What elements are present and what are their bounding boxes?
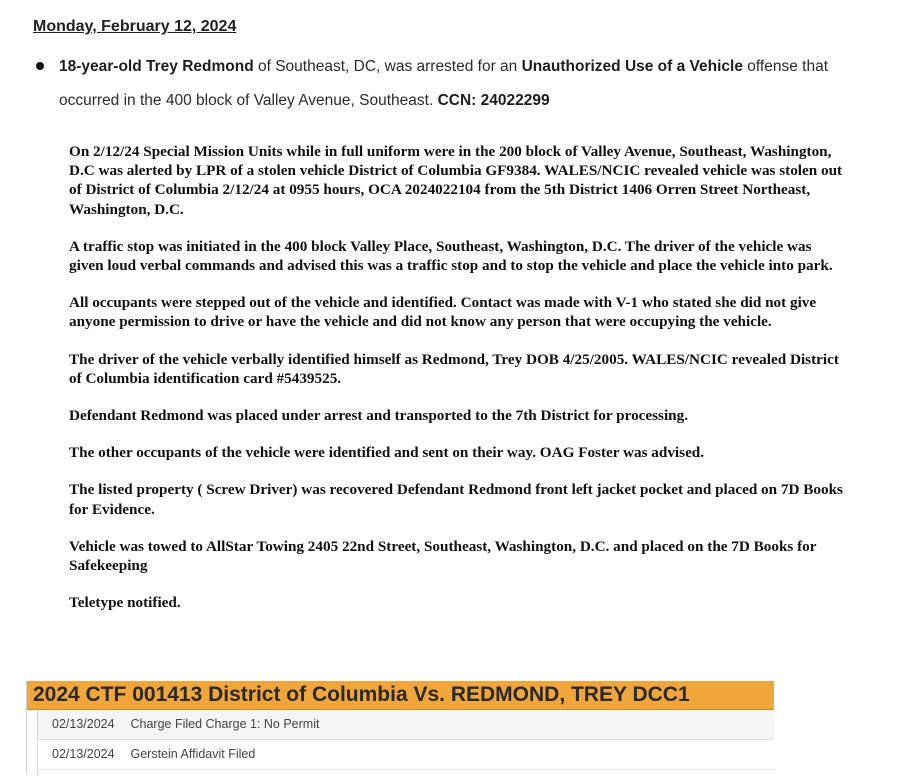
- case-docket: [26, 681, 774, 775]
- date-heading: Monday, February 12, 2024: [33, 18, 237, 35]
- case-entry-desc: Gerstein Affidavit Filed: [130, 747, 256, 761]
- case-title: 2024 CTF 001413 District of Columbia Vs. REDMOND, TREY DCC1: [27, 681, 774, 710]
- case-entry-desc: Charge Filed Charge 1: No Permit: [130, 717, 320, 731]
- bullet-icon: [36, 62, 44, 70]
- arrest-summary: [36, 50, 886, 118]
- summary-text: [59, 50, 886, 118]
- report-paragraph: The listed property ( Screw Driver) was recovered Defendant Redmond front left jacket pocket and placed on 7D Books for Evidence.: [69, 481, 843, 518]
- offense-name: Unauthorized Use of a Vehicle: [521, 58, 743, 75]
- report-paragraph: Vehicle was towed to AllStar Towing 2405 22nd Street, Southeast, Washington, D.C. and placed on the 7D Books for Safekeeping: [69, 537, 817, 575]
- case-entries: [37, 710, 774, 776]
- report-paragraph: The other occupants of the vehicle were identified and sent on their way. OAG Foster was advised.: [69, 444, 705, 462]
- case-entry-row: [38, 710, 774, 740]
- case-entry-date: 02/13/2024: [52, 747, 115, 761]
- summary-text-part2: offense that occurred in the 400 block of Valley Avenue, Southeast.: [59, 58, 828, 109]
- report-paragraph: Defendant Redmond was placed under arrest and transported to the 7th District for processing.: [69, 407, 689, 425]
- case-entry-date: 02/13/2024: [52, 717, 115, 731]
- suspect-name: 18-year-old Trey Redmond: [59, 58, 254, 75]
- report-paragraph: On 2/12/24 Special Mission Units while in full uniform were in the 200 block of Valley Avenue, Southeast, Washington, D.C was alerted by LPR of a stolen vehicle District of Columbia GF9384. WALES/NCIC revealed vehicle was stolen out of District of Columbia 2/12/24 at 0955 hours, OCA 2024022104 from the 5th District 1406 Orren Street Northeast, Washington, D.C.: [69, 143, 843, 218]
- report-paragraph: All occupants were stepped out of the vehicle and identified. Contact was made with V-1 who stated she did not give anyone permission to drive or have the vehicle and did not know any person that were occupying the vehicle.: [69, 294, 817, 331]
- report-paragraph: The driver of the vehicle verbally identified himself as Redmond, Trey DOB 4/25/2005. WALES/NCIC revealed District of Columbia identification card #5439525.: [69, 350, 839, 387]
- summary-text-part1: of Southeast, DC, was arrested for an: [253, 58, 522, 75]
- report-paragraph: Teletype notified.: [69, 594, 181, 612]
- report-paragraph: A traffic stop was initiated in the 400 block Valley Place, Southeast, Washington, D.C. The driver of the vehicle was given loud verbal commands and advised this was a traffic stop and to stop the vehicle and place the vehicle into park.: [69, 237, 833, 275]
- arrest-report: [69, 142, 849, 630]
- ccn-number: CCN: 24022299: [437, 92, 550, 109]
- case-entry-row: [38, 740, 774, 770]
